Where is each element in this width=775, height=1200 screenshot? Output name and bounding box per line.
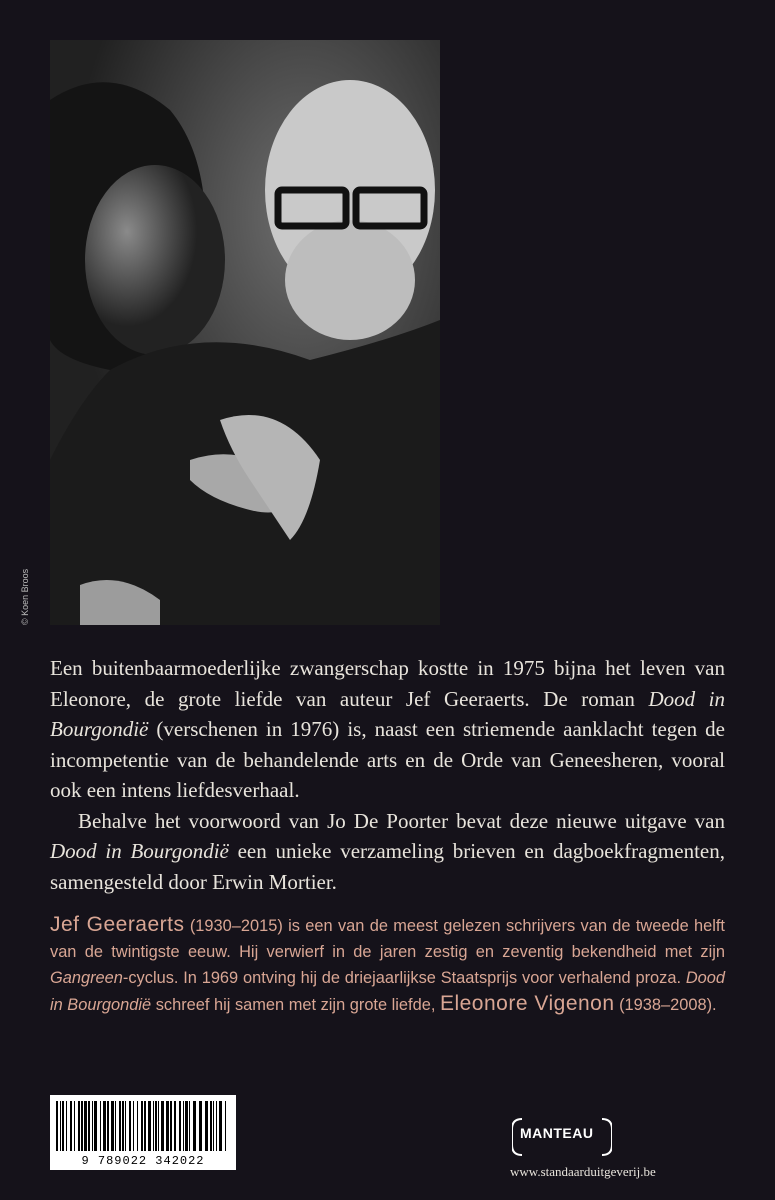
author-name: Jef Geeraerts [50,913,185,936]
barcode-bar [166,1101,169,1151]
barcode-bar [174,1101,176,1151]
barcode-bar [125,1101,126,1151]
barcode-bar [84,1101,87,1151]
barcode-bar [193,1101,196,1151]
barcode-bar [62,1101,64,1151]
isbn-digits: 9 789022 342022 [81,1154,205,1168]
blurb-paragraph-2 [50,806,725,898]
barcode-bar [153,1101,154,1151]
barcode-bar [155,1101,157,1151]
barcode-bar [225,1101,226,1151]
barcode-bar [210,1101,212,1151]
barcode-bar [161,1101,164,1151]
barcode-bar [88,1101,90,1151]
book-title-italic: Dood in Bourgondië [50,839,229,863]
barcode-bar [170,1101,172,1151]
isbn-barcode [50,1095,236,1170]
barcode-bar [216,1101,217,1151]
barcode-bar [183,1101,184,1151]
book-blurb [50,653,725,897]
bio-italic: Dood in Bourgondië [50,969,725,1014]
barcode-bar [133,1101,134,1151]
bio-text: -cyclus. In 1969 ontving hij de driejaarlijkse Staatsprijs voor verhalend proza. [122,969,686,987]
blurb-text: Een buitenbaarmoederlijke zwangerschap kostte in 1975 bijna het leven van Eleonore, de grote liefde van auteur Jef Geeraerts. De roman [50,656,725,711]
bio-italic: Gangreen [50,969,123,987]
barcode-bar [78,1101,80,1151]
barcode-bar [56,1101,58,1151]
photo-credit: © Koen Broos [20,568,30,625]
barcode-bar [122,1101,124,1151]
barcode-bar [141,1101,143,1151]
barcode-bar [66,1101,67,1151]
barcode-bar [137,1101,138,1151]
author-photo [50,40,440,625]
blurb-text: Behalve het voorwoord van Jo De Poorter bevat deze nieuwe uitgave van [78,808,725,833]
barcode-bar [158,1101,159,1151]
barcode-bar [189,1101,190,1151]
barcode-bar [103,1101,106,1151]
portrait-photo-icon [50,40,440,625]
coauthor-name: Eleonore Vigenon [439,992,615,1015]
barcode-bar [115,1101,116,1151]
author-bio [50,912,725,1018]
publisher-name: MANTEAU [520,1125,594,1141]
book-title-italic: Dood in Bourgondië [50,686,725,741]
barcode-icon [56,1101,230,1151]
blurb-text: (verschenen in 1976) is, naast een striemende aanklacht tegen de incompetentie van de behandelende arts en de Orde van Geneesheren, vooral ook een intens liefdesverhaal. [50,717,725,802]
blurb-text: een unieke verzameling brieven en dagboekfragmenten, samengesteld door Erwin Mortier. [50,839,725,894]
barcode-bar [100,1101,101,1151]
barcode-bar [205,1101,208,1151]
barcode-bar [60,1101,61,1151]
blurb-paragraph-1 [50,653,725,806]
barcode-bar [144,1101,146,1151]
barcode-bar [219,1101,222,1151]
barcode-bar [129,1101,131,1151]
barcode-bar [148,1101,151,1151]
bio-text: (1930–2015) is een van de meest gelezen schrijvers van de tweede helft van de twintigste eeuw. Hij verwierf in de jaren zestig en zeventig bekendheid met zijn [50,917,725,961]
barcode-bar [94,1101,97,1151]
barcode-bar [213,1101,214,1151]
barcode-bar [74,1101,75,1151]
barcode-bar [111,1101,114,1151]
bio-text: (1938–2008). [614,996,717,1014]
barcode-bar [107,1101,109,1151]
barcode-bar [81,1101,83,1151]
barcode-bar [119,1101,121,1151]
bio-text: schreef hij samen met zijn grote liefde, [151,996,440,1014]
barcode-bar [70,1101,72,1151]
publisher-logo [512,1117,612,1157]
barcode-bar [179,1101,181,1151]
publisher-website: www.standaarduitgeverij.be [510,1164,656,1179]
barcode-bar [92,1101,93,1151]
barcode-bar [199,1101,202,1151]
barcode-bar [185,1101,188,1151]
